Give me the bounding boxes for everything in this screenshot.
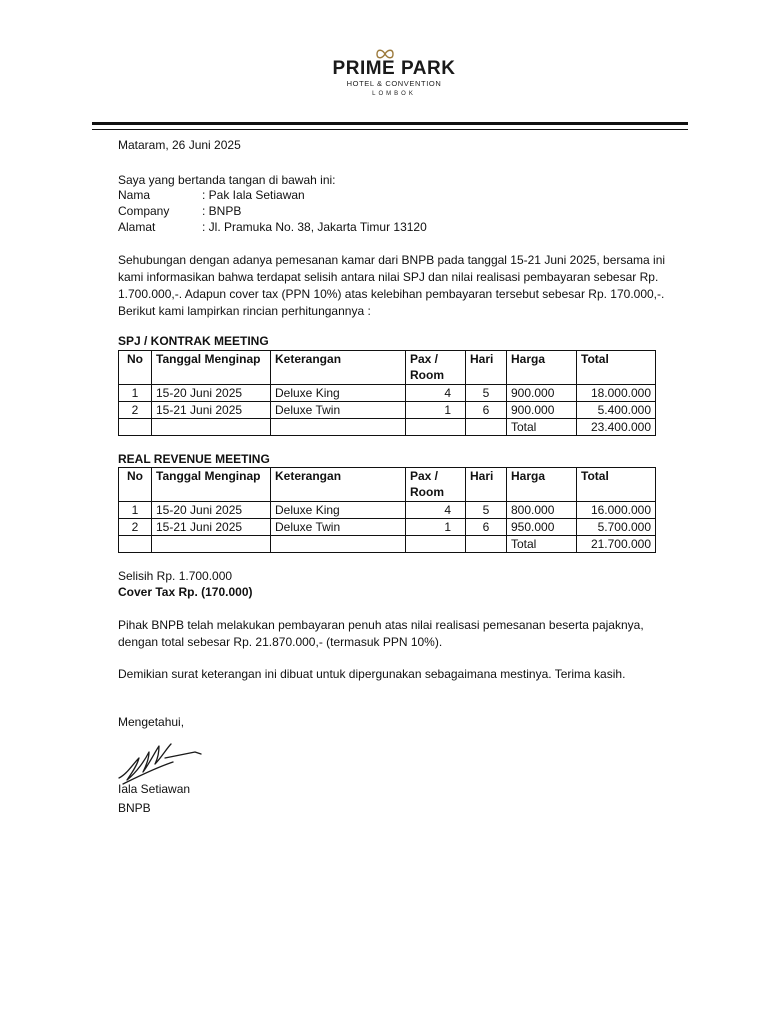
cell-keterangan: Deluxe King (271, 502, 406, 519)
header-pax (406, 351, 466, 385)
identity-value-alamat: : Jl. Pramuka No. 38, Jakarta Timur 13120 (202, 220, 427, 234)
cell-total: 16.000.000 (577, 502, 656, 519)
table-row (119, 519, 656, 536)
logo-city: LOMBOK (372, 91, 416, 97)
paragraph-line: Berikut kami lampirkan rincian perhitungannya : (118, 304, 371, 318)
cell-empty (406, 419, 466, 436)
header-divider-thin (92, 129, 688, 130)
real-table-title: REAL REVENUE MEETING (118, 452, 270, 466)
header-pax-line1: Pax / (410, 469, 439, 483)
cell-empty (152, 419, 271, 436)
identity-value-company: : BNPB (202, 204, 242, 218)
identity-label-nama: Nama (118, 188, 151, 202)
cell-no: 2 (119, 402, 152, 419)
cell-no: 1 (119, 502, 152, 519)
table-total-row (119, 536, 656, 553)
cell-tanggal: 15-20 Juni 2025 (152, 502, 271, 519)
cell-tanggal: 15-21 Juni 2025 (152, 519, 271, 536)
paragraph-payment (118, 617, 658, 651)
header-keterangan: Keterangan (271, 351, 406, 385)
cell-empty (152, 536, 271, 553)
cell-no: 1 (119, 385, 152, 402)
cell-empty (466, 536, 507, 553)
paragraph-line: Sehubungan dengan adanya pemesanan kamar dari BNPB pada tanggal 15-21 Juni 2025, bersama ini (118, 253, 666, 267)
logo-title: PRIME PARK (332, 58, 456, 79)
closing-text: Demikian surat keterangan ini dibuat untuk dipergunakan sebagaimana mestinya. Terima kasih. (118, 667, 626, 681)
total-value: 23.400.000 (577, 419, 656, 436)
signer-name: Iala Setiawan (118, 782, 191, 796)
table-row (119, 385, 656, 402)
cell-harga: 950.000 (507, 519, 577, 536)
cell-total: 18.000.000 (577, 385, 656, 402)
total-value: 21.700.000 (577, 536, 656, 553)
header-pax-line2: Room (410, 485, 444, 499)
header-pax-line2: Room (410, 368, 444, 382)
cover-tax-line: Cover Tax Rp. (170.000) (118, 585, 253, 599)
cell-hari: 6 (466, 519, 507, 536)
cell-keterangan: Deluxe Twin (271, 402, 406, 419)
header-no: No (119, 351, 152, 385)
total-label: Total (507, 419, 577, 436)
table-header-row (119, 351, 656, 385)
cell-hari: 6 (466, 402, 507, 419)
cell-harga: 800.000 (507, 502, 577, 519)
cell-harga: 900.000 (507, 385, 577, 402)
cell-keterangan: Deluxe Twin (271, 519, 406, 536)
table-total-row (119, 419, 656, 436)
header-keterangan: Keterangan (271, 468, 406, 502)
paragraph-line: dengan total sebesar Rp. 21.870.000,- (termasuk PPN 10%). (118, 635, 443, 649)
header-total: Total (577, 351, 656, 385)
header-pax (406, 468, 466, 502)
table-row (119, 502, 656, 519)
cell-empty (271, 536, 406, 553)
selisih-line: Selisih Rp. 1.700.000 (118, 569, 233, 583)
logo-subtitle: HOTEL & CONVENTION (346, 79, 442, 88)
total-label: Total (507, 536, 577, 553)
signer-org: BNPB (118, 801, 151, 815)
table-row (119, 402, 656, 419)
paragraph-line: Pihak BNPB telah melakukan pembayaran penuh atas nilai realisasi pemesanan beserta pajaknya, (118, 618, 644, 632)
header-tanggal: Tanggal Menginap (152, 468, 271, 502)
cell-harga: 900.000 (507, 402, 577, 419)
cell-total: 5.400.000 (577, 402, 656, 419)
header-divider-thick (92, 122, 688, 125)
cell-keterangan: Deluxe King (271, 385, 406, 402)
header-total: Total (577, 468, 656, 502)
cell-empty (406, 536, 466, 553)
date-line: Mataram, 26 Juni 2025 (118, 138, 241, 152)
cell-empty (466, 419, 507, 436)
cell-empty (271, 419, 406, 436)
header-hari: Hari (466, 351, 507, 385)
cell-empty (119, 419, 152, 436)
header-pax-line1: Pax / (410, 352, 439, 366)
header-harga: Harga (507, 468, 577, 502)
cell-tanggal: 15-20 Juni 2025 (152, 385, 271, 402)
paragraph-line: kami informasikan bahwa terdapat selisih antara nilai SPJ dan nilai realisasi pembayaran sebesar Rp. (118, 270, 659, 284)
cell-no: 2 (119, 519, 152, 536)
cell-hari: 5 (466, 502, 507, 519)
cell-pax: 1 (406, 519, 466, 536)
cell-tanggal: 15-21 Juni 2025 (152, 402, 271, 419)
cell-hari: 5 (466, 385, 507, 402)
header-hari: Hari (466, 468, 507, 502)
real-table (118, 467, 656, 553)
cell-pax: 1 (406, 402, 466, 419)
identity-label-alamat: Alamat (118, 220, 156, 234)
identity-label-company: Company (118, 204, 170, 218)
header-tanggal: Tanggal Menginap (152, 351, 271, 385)
paragraph-line: 1.700.000,-. Adapun cover tax (PPN 10%) atas kelebihan pembayaran tersebut sebesar Rp. 170.000,-. (118, 287, 665, 301)
mengetahui-label: Mengetahui, (118, 715, 185, 729)
spj-table (118, 350, 656, 436)
table-header-row (119, 468, 656, 502)
cell-total: 5.700.000 (577, 519, 656, 536)
spj-table-title: SPJ / KONTRAK MEETING (118, 334, 269, 348)
cell-empty (119, 536, 152, 553)
signature-image (115, 738, 207, 786)
paragraph-intro (118, 252, 666, 320)
cell-pax: 4 (406, 502, 466, 519)
intro-text: Saya yang bertanda tangan di bawah ini: (118, 173, 336, 187)
header-harga: Harga (507, 351, 577, 385)
header-no: No (119, 468, 152, 502)
identity-value-nama: : Pak Iala Setiawan (202, 188, 305, 202)
cell-pax: 4 (406, 385, 466, 402)
